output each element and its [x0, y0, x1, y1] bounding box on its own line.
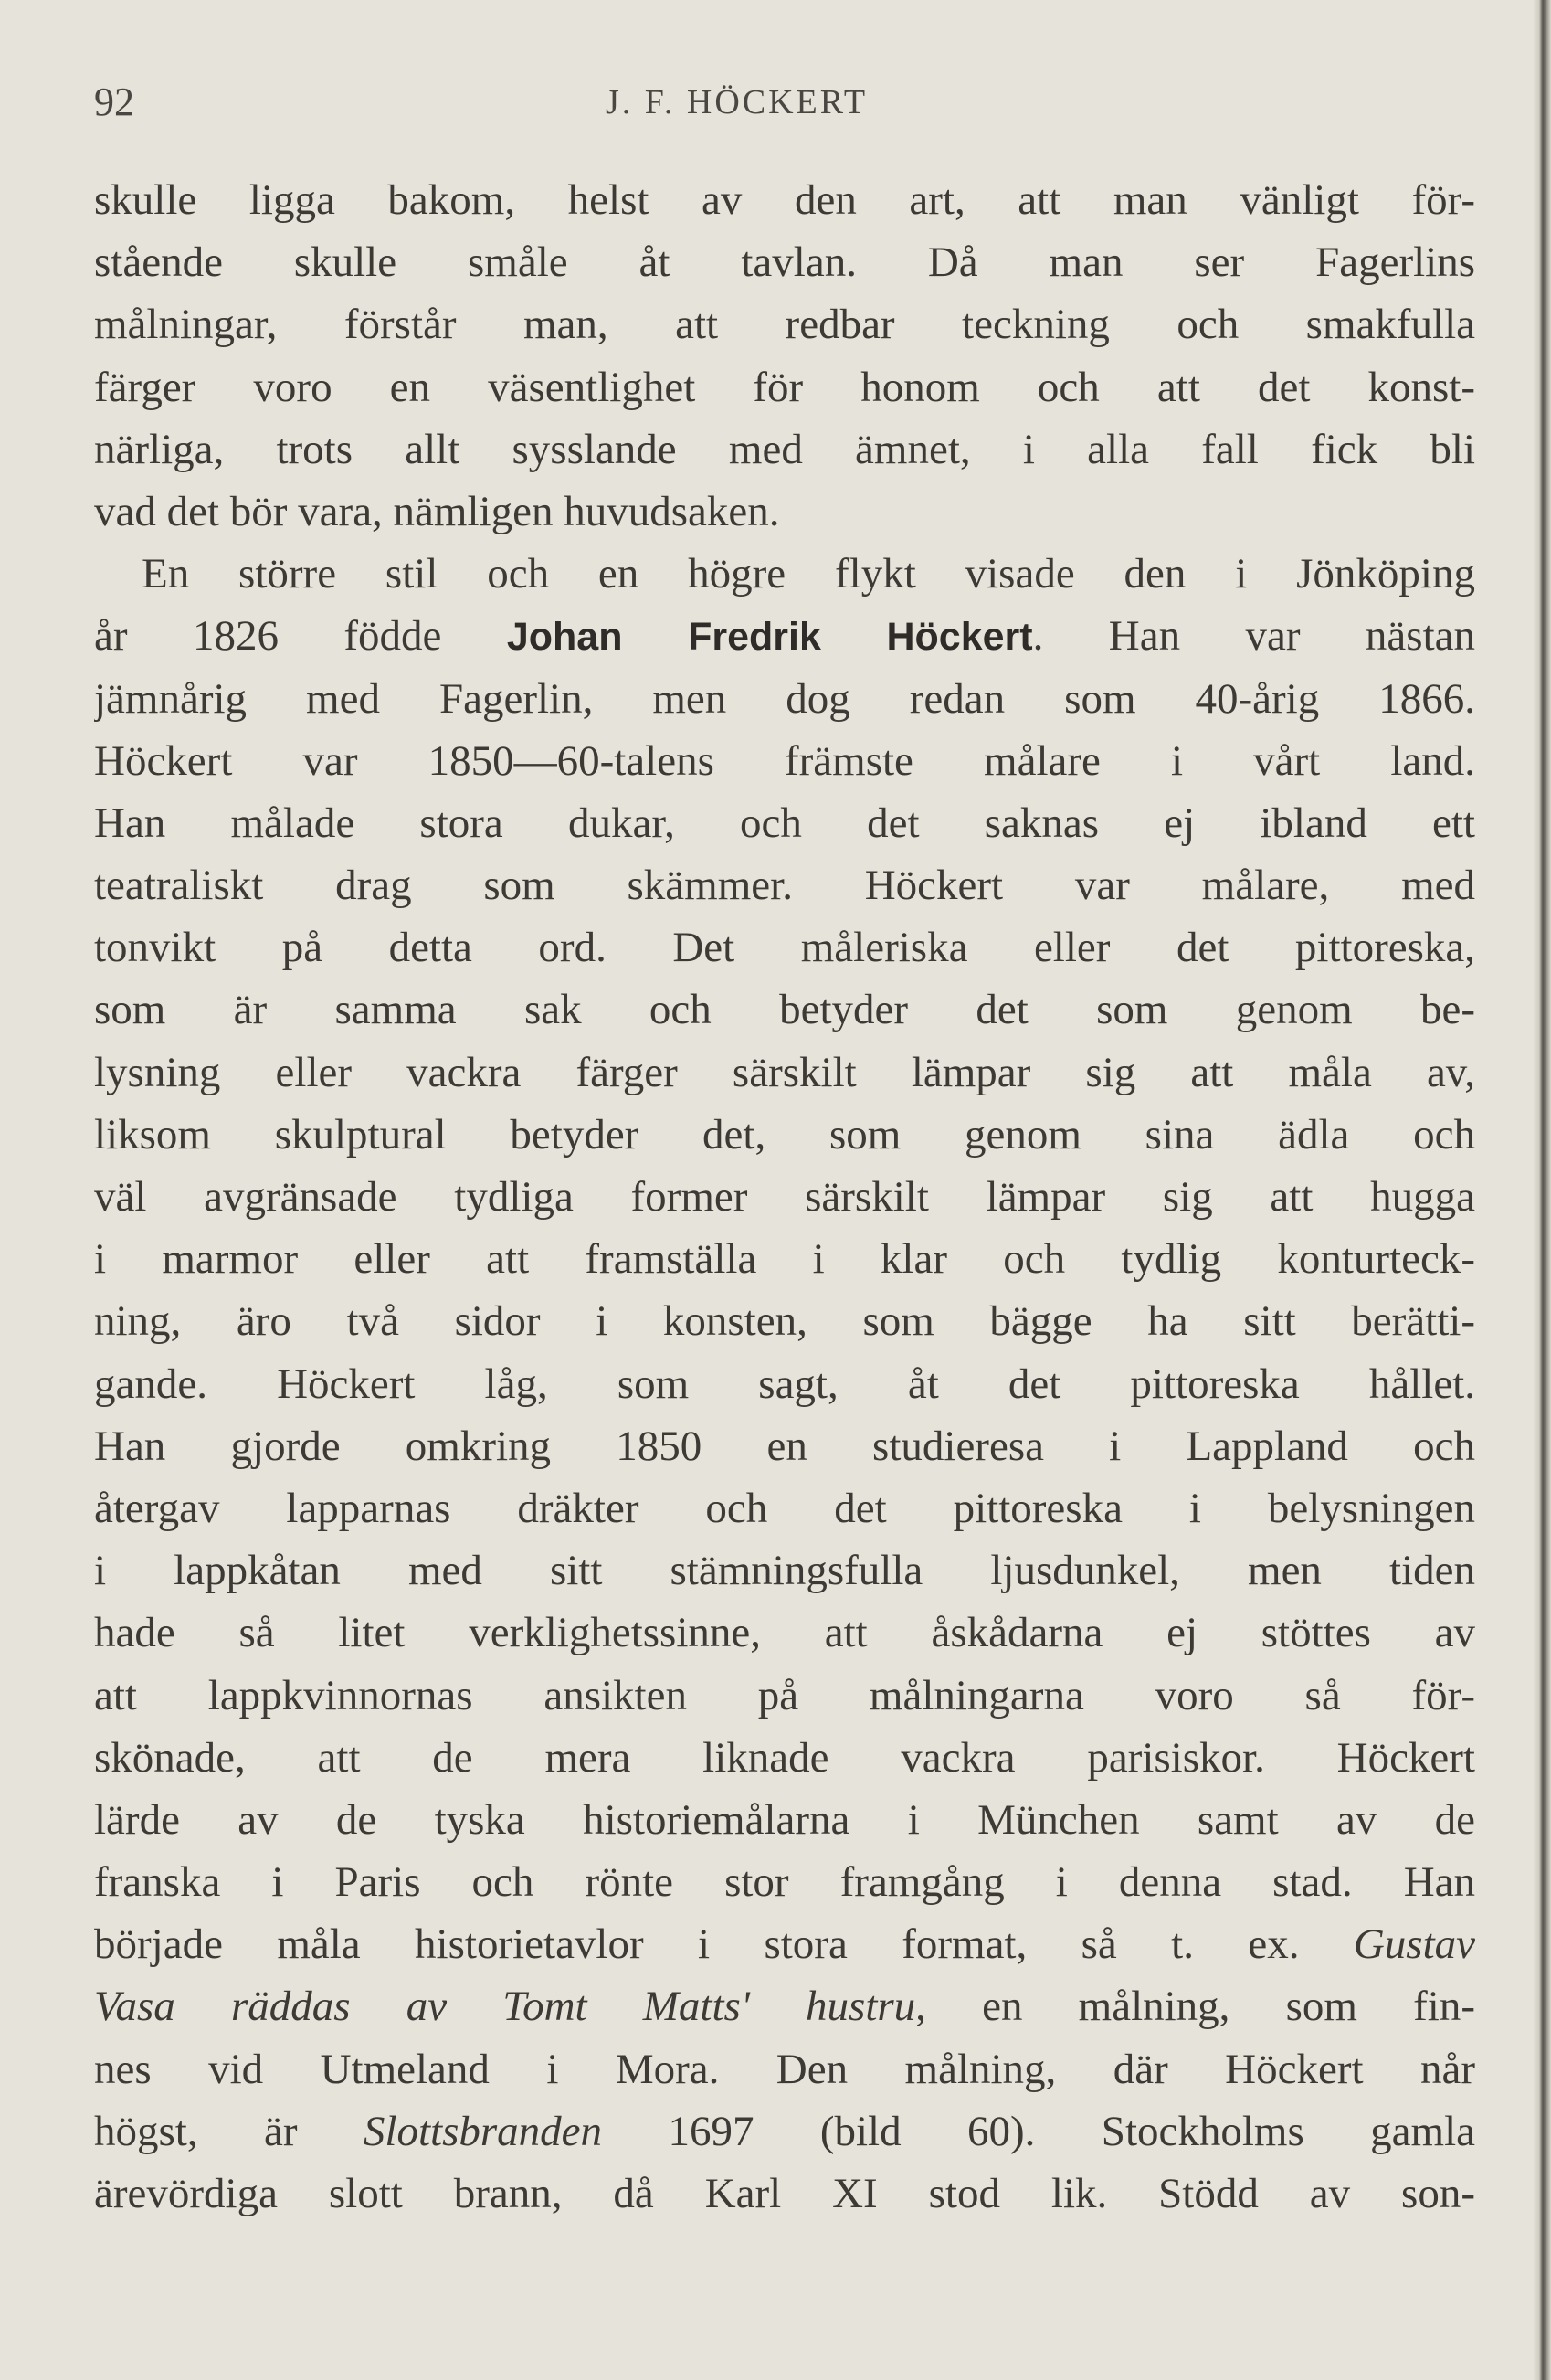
text-line: gande. Höckert låg, som sagt, åt det pittoreska hållet.	[94, 1359, 1475, 1408]
text-line: som är samma sak och betyder det som genom be-	[94, 986, 1475, 1034]
painting-title: Slottsbranden	[363, 2107, 603, 2155]
text-line: färger voro en väsentlighet för honom och att det konst-	[94, 363, 1475, 411]
text-line: franska i Paris och rönte stor framgång i denna stad. Han	[94, 1858, 1475, 1907]
painting-title: Gustav	[1353, 1920, 1475, 1969]
text-line: ning, äro två sidor i konsten, som bägge ha sitt berätti-	[94, 1297, 1475, 1346]
text-line: En större stil och en högre flykt visade den i Jönköping	[142, 550, 1475, 598]
text-line: lärde av de tyska historiemålarna i München samt av de	[94, 1795, 1475, 1844]
text-line: i marmor eller att framställa i klar och tydlig konturteck-	[94, 1235, 1475, 1284]
text-segment: . Han var nästan	[1032, 612, 1475, 661]
text-line	[94, 1975, 1475, 2037]
text-line: i lappkåtan med sitt stämningsfulla ljusdunkel, men tiden	[94, 1547, 1475, 1595]
text-line: stående skulle småle åt tavlan. Då man ser Fagerlins	[94, 238, 1475, 287]
text-line: väl avgränsade tydliga former särskilt lämpar sig att hugga	[94, 1173, 1475, 1221]
page-edge	[1533, 0, 1551, 2380]
text-segment: , en målning, som fin-	[915, 1983, 1475, 2031]
running-head	[94, 75, 1475, 130]
text-line: Han gjorde omkring 1850 en studieresa i Lappland och	[94, 1422, 1475, 1470]
text-line: närliga, trots allt sysslande med ämnet, i alla fall fick bli	[94, 425, 1475, 473]
text-line	[94, 605, 1475, 667]
text-line	[94, 2100, 1475, 2163]
running-title: J. F. HÖCKERT	[606, 83, 869, 122]
body-text	[94, 169, 1475, 2225]
text-line: hade så litet verklighetssinne, att åskådarna ej stöttes av	[94, 1609, 1475, 1657]
text-line: ärevördiga slott brann, då Karl XI stod lik. Stödd av son-	[94, 2170, 1475, 2217]
text-segment: 1697 (bild 60). Stockholms gamla	[668, 2107, 1475, 2155]
text-line: lysning eller vackra färger särskilt lämpar sig att måla av,	[94, 1048, 1475, 1096]
text-line: Höckert var 1850—60-talens främste målare i vårt land.	[94, 736, 1475, 785]
text-line: liksom skulptural betyder det, som genom sina ädla och	[94, 1110, 1475, 1158]
artist-name: Johan Fredrik Höckert	[506, 615, 1033, 660]
page-number: 92	[94, 79, 134, 124]
text-line: tonvikt på detta ord. Det måleriska eller det pittoreska,	[94, 924, 1475, 972]
text-line: nes vid Utmeland i Mora. Den målning, där Höckert når	[94, 2045, 1475, 2093]
text-line	[94, 1913, 1475, 1975]
text-line: återgav lapparnas dräkter och det pittoreska i belysningen	[94, 1484, 1475, 1532]
text-segment: började måla historietavlor i stora format, så t. ex.	[94, 1920, 1300, 1969]
text-segment: högst, är	[94, 2107, 298, 2155]
text-segment: år 1826 födde	[94, 612, 442, 661]
text-line: vad det bör vara, nämligen huvudsaken.	[94, 487, 780, 535]
text-line: målningar, förstår man, att redbar teckning och smakfulla	[94, 301, 1475, 349]
text-line: Han målade stora dukar, och det saknas ej ibland ett	[94, 799, 1475, 847]
text-line: jämnårig med Fagerlin, men dog redan som 40-årig 1866.	[94, 674, 1475, 723]
text-line: skönade, att de mera liknade vackra parisiskor. Höckert	[94, 1733, 1475, 1782]
text-line: att lappkvinnornas ansikten på målningarna voro så för-	[94, 1671, 1475, 1719]
text-line: skulle ligga bakom, helst av den art, att man vänligt för-	[94, 176, 1475, 224]
painting-title: Vasa räddas av Tomt Matts' hustru	[94, 1983, 916, 2031]
text-line: teatraliskt drag som skämmer. Höckert var målare, med	[94, 862, 1475, 910]
